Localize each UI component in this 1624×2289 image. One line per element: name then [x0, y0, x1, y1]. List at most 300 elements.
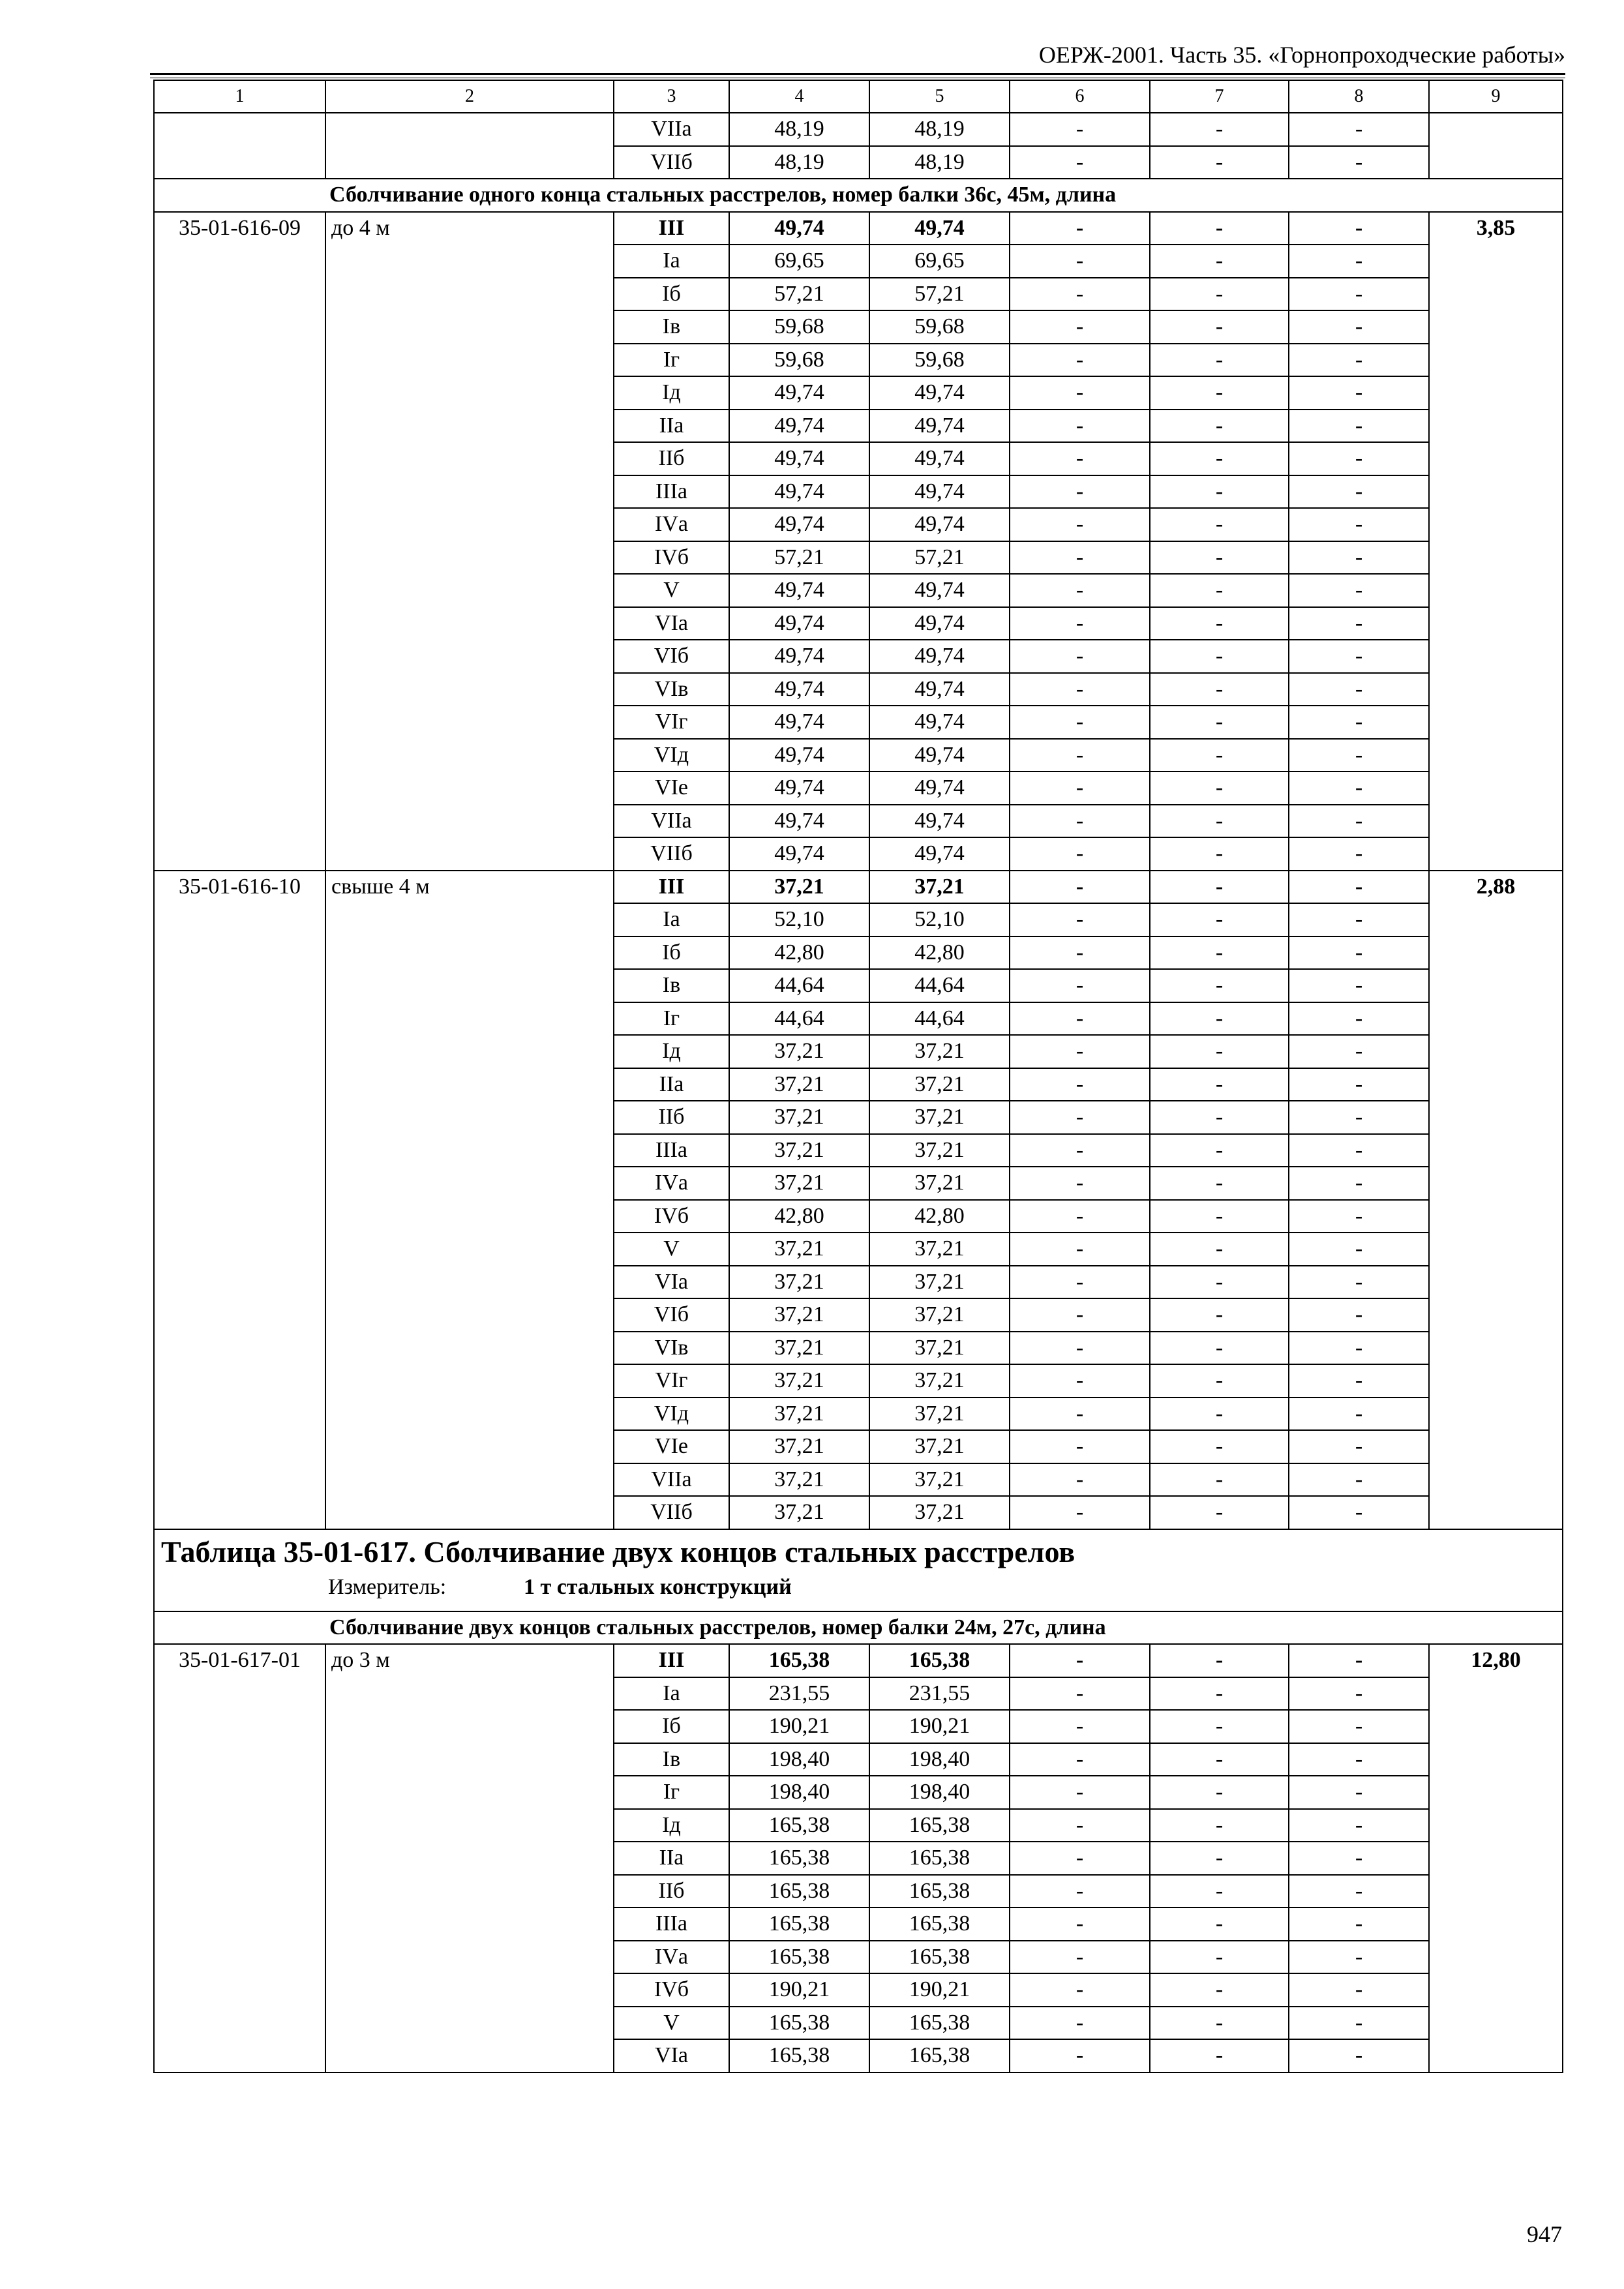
- machine-costs: -: [1010, 1298, 1150, 1332]
- direct-costs: 48,19: [729, 146, 869, 179]
- region-code: III: [614, 871, 729, 904]
- wages: 42,80: [869, 1200, 1010, 1233]
- wages: 49,74: [869, 640, 1010, 673]
- region-code: VIд: [614, 1398, 729, 1431]
- wages: 165,38: [869, 1908, 1010, 1941]
- region-code: VIе: [614, 1430, 729, 1463]
- machinist-wages: -: [1150, 1430, 1289, 1463]
- materials: -: [1289, 1842, 1429, 1875]
- wages: 37,21: [869, 1233, 1010, 1266]
- materials: -: [1289, 574, 1429, 607]
- machinist-wages: -: [1150, 1134, 1289, 1167]
- machine-costs: -: [1010, 2007, 1150, 2040]
- direct-costs: 37,21: [729, 871, 869, 904]
- wages: 37,21: [869, 1167, 1010, 1200]
- wages: 49,74: [869, 673, 1010, 706]
- materials: -: [1289, 969, 1429, 1002]
- machinist-wages: -: [1150, 2039, 1289, 2072]
- materials: -: [1289, 1941, 1429, 1974]
- machinist-wages: -: [1150, 1167, 1289, 1200]
- machine-costs: -: [1010, 1908, 1150, 1941]
- wages: 49,74: [869, 574, 1010, 607]
- wages: 42,80: [869, 936, 1010, 970]
- machine-costs: -: [1010, 1710, 1150, 1743]
- machine-costs: -: [1010, 410, 1150, 443]
- machinist-wages: -: [1150, 344, 1289, 377]
- region-code: VIв: [614, 1332, 729, 1365]
- machine-costs: -: [1010, 1002, 1150, 1036]
- materials: -: [1289, 1101, 1429, 1134]
- region-code: VIIа: [614, 1463, 729, 1497]
- direct-costs: 49,74: [729, 640, 869, 673]
- region-code: V: [614, 1233, 729, 1266]
- region-code: VIб: [614, 1298, 729, 1332]
- wages: 49,74: [869, 475, 1010, 509]
- header-rule: [150, 73, 1565, 75]
- machinist-wages: -: [1150, 640, 1289, 673]
- materials: -: [1289, 771, 1429, 805]
- machinist-wages: -: [1150, 541, 1289, 575]
- labor-cost: 12,80: [1429, 1644, 1563, 2072]
- labor-cost: 2,88: [1429, 871, 1563, 1529]
- direct-costs: 44,64: [729, 969, 869, 1002]
- direct-costs: 57,21: [729, 541, 869, 575]
- wages: 59,68: [869, 344, 1010, 377]
- page-number: 947: [1527, 2221, 1562, 2247]
- machinist-wages: -: [1150, 1941, 1289, 1974]
- machine-costs: -: [1010, 212, 1150, 245]
- direct-costs: 165,38: [729, 1842, 869, 1875]
- machine-costs: -: [1010, 1463, 1150, 1497]
- materials: -: [1289, 475, 1429, 509]
- direct-costs: 42,80: [729, 936, 869, 970]
- machinist-wages: -: [1150, 574, 1289, 607]
- wages: 37,21: [869, 1463, 1010, 1497]
- direct-costs: 37,21: [729, 1167, 869, 1200]
- machinist-wages: -: [1150, 1035, 1289, 1068]
- machine-costs: -: [1010, 673, 1150, 706]
- direct-costs: 198,40: [729, 1776, 869, 1809]
- machinist-wages: -: [1150, 1364, 1289, 1398]
- wages: 37,21: [869, 1298, 1010, 1332]
- wages: 165,38: [869, 2039, 1010, 2072]
- machine-costs: -: [1010, 1035, 1150, 1068]
- materials: -: [1289, 673, 1429, 706]
- wages: 49,74: [869, 805, 1010, 838]
- work-description: свыше 4 м: [325, 871, 614, 1529]
- section-row: [154, 179, 1563, 212]
- region-code: Iв: [614, 310, 729, 344]
- direct-costs: 37,21: [729, 1332, 869, 1365]
- wages: 231,55: [869, 1677, 1010, 1711]
- region-code: V: [614, 2007, 729, 2040]
- region-code: Iа: [614, 903, 729, 936]
- wages: 165,38: [869, 1644, 1010, 1677]
- machine-costs: -: [1010, 1809, 1150, 1842]
- column-number: 3: [614, 80, 729, 113]
- region-code: VIг: [614, 1364, 729, 1398]
- direct-costs: 165,38: [729, 1941, 869, 1974]
- direct-costs: 165,38: [729, 1644, 869, 1677]
- column-numbers-row: [154, 80, 1563, 113]
- measure-value: 1 т стальных конструкций: [524, 1574, 792, 1599]
- machinist-wages: -: [1150, 310, 1289, 344]
- machine-costs: -: [1010, 771, 1150, 805]
- wages: 37,21: [869, 1332, 1010, 1365]
- materials: -: [1289, 2039, 1429, 2072]
- machine-costs: -: [1010, 508, 1150, 541]
- region-code: Iа: [614, 1677, 729, 1711]
- region-code: VIIб: [614, 837, 729, 871]
- region-code: Iг: [614, 1002, 729, 1036]
- wages: 49,74: [869, 442, 1010, 475]
- materials: -: [1289, 1644, 1429, 1677]
- materials: -: [1289, 706, 1429, 739]
- machine-costs: -: [1010, 969, 1150, 1002]
- wages: 49,74: [869, 739, 1010, 772]
- region-code: VIе: [614, 771, 729, 805]
- direct-costs: 49,74: [729, 673, 869, 706]
- direct-costs: 231,55: [729, 1677, 869, 1711]
- direct-costs: 37,21: [729, 1430, 869, 1463]
- materials: -: [1289, 1710, 1429, 1743]
- machinist-wages: -: [1150, 1463, 1289, 1497]
- wages: 165,38: [869, 1809, 1010, 1842]
- materials: -: [1289, 1134, 1429, 1167]
- machinist-wages: -: [1150, 1809, 1289, 1842]
- wages: 52,10: [869, 903, 1010, 936]
- materials: -: [1289, 1430, 1429, 1463]
- machinist-wages: -: [1150, 1002, 1289, 1036]
- wages: 57,21: [869, 541, 1010, 575]
- wages: 37,21: [869, 1134, 1010, 1167]
- direct-costs: 198,40: [729, 1743, 869, 1776]
- direct-costs: 49,74: [729, 706, 869, 739]
- direct-costs: 37,21: [729, 1035, 869, 1068]
- machine-costs: -: [1010, 805, 1150, 838]
- column-number: 1: [154, 80, 325, 113]
- rates-table: [153, 80, 1563, 2073]
- direct-costs: 190,21: [729, 1973, 869, 2007]
- machinist-wages: -: [1150, 1398, 1289, 1431]
- direct-costs: 52,10: [729, 903, 869, 936]
- wages: 165,38: [869, 1941, 1010, 1974]
- materials: -: [1289, 212, 1429, 245]
- machine-costs: -: [1010, 376, 1150, 410]
- direct-costs: 165,38: [729, 2007, 869, 2040]
- machine-costs: -: [1010, 1875, 1150, 1908]
- machine-costs: -: [1010, 1200, 1150, 1233]
- wages: 37,21: [869, 1430, 1010, 1463]
- materials: -: [1289, 739, 1429, 772]
- table-title-row: [154, 1529, 1563, 1611]
- wages: 37,21: [869, 1101, 1010, 1134]
- machinist-wages: -: [1150, 1266, 1289, 1299]
- machine-costs: -: [1010, 344, 1150, 377]
- machinist-wages: -: [1150, 475, 1289, 509]
- region-code: Iа: [614, 245, 729, 278]
- machinist-wages: -: [1150, 969, 1289, 1002]
- materials: -: [1289, 1332, 1429, 1365]
- wages: 69,65: [869, 245, 1010, 278]
- machine-costs: -: [1010, 245, 1150, 278]
- region-code: III: [614, 212, 729, 245]
- wages: 198,40: [869, 1776, 1010, 1809]
- column-number: 2: [325, 80, 614, 113]
- machine-costs: -: [1010, 1743, 1150, 1776]
- machinist-wages: -: [1150, 1068, 1289, 1101]
- machine-costs: -: [1010, 936, 1150, 970]
- wages: 44,64: [869, 1002, 1010, 1036]
- machinist-wages: -: [1150, 805, 1289, 838]
- materials: -: [1289, 410, 1429, 443]
- region-code: Iб: [614, 278, 729, 311]
- materials: -: [1289, 1266, 1429, 1299]
- materials: -: [1289, 541, 1429, 575]
- materials: -: [1289, 1677, 1429, 1711]
- machine-costs: -: [1010, 1266, 1150, 1299]
- direct-costs: 49,74: [729, 771, 869, 805]
- machine-costs: -: [1010, 903, 1150, 936]
- machinist-wages: -: [1150, 278, 1289, 311]
- machine-costs: -: [1010, 1677, 1150, 1711]
- materials: -: [1289, 1908, 1429, 1941]
- labor-cost: 3,85: [1429, 212, 1563, 871]
- region-code: IVб: [614, 1973, 729, 2007]
- materials: -: [1289, 1809, 1429, 1842]
- direct-costs: 37,21: [729, 1233, 869, 1266]
- machine-costs: -: [1010, 1167, 1150, 1200]
- machinist-wages: -: [1150, 442, 1289, 475]
- region-code: VIа: [614, 2039, 729, 2072]
- direct-costs: 59,68: [729, 310, 869, 344]
- direct-costs: 57,21: [729, 278, 869, 311]
- region-code: IIа: [614, 410, 729, 443]
- region-code: Iд: [614, 376, 729, 410]
- machinist-wages: -: [1150, 1842, 1289, 1875]
- direct-costs: 49,74: [729, 805, 869, 838]
- materials: -: [1289, 1035, 1429, 1068]
- measure-line: [161, 1572, 1556, 1603]
- machine-costs: -: [1010, 278, 1150, 311]
- region-code: IVб: [614, 541, 729, 575]
- machine-costs: -: [1010, 1842, 1150, 1875]
- direct-costs: 44,64: [729, 1002, 869, 1036]
- materials: -: [1289, 871, 1429, 904]
- machinist-wages: -: [1150, 1298, 1289, 1332]
- region-code: IIб: [614, 1101, 729, 1134]
- machinist-wages: -: [1150, 1200, 1289, 1233]
- machinist-wages: -: [1150, 771, 1289, 805]
- materials: -: [1289, 1167, 1429, 1200]
- machinist-wages: -: [1150, 212, 1289, 245]
- table-row: [154, 1644, 1563, 1677]
- wages: 59,68: [869, 310, 1010, 344]
- region-code: IIа: [614, 1068, 729, 1101]
- direct-costs: 165,38: [729, 1809, 869, 1842]
- materials: -: [1289, 1743, 1429, 1776]
- machine-costs: -: [1010, 1134, 1150, 1167]
- region-code: IVа: [614, 1167, 729, 1200]
- direct-costs: 49,74: [729, 212, 869, 245]
- machinist-wages: -: [1150, 113, 1289, 146]
- column-number: 7: [1150, 80, 1289, 113]
- region-code: VIб: [614, 640, 729, 673]
- materials: -: [1289, 310, 1429, 344]
- materials: -: [1289, 837, 1429, 871]
- region-code: VIIб: [614, 1496, 729, 1529]
- machine-costs: -: [1010, 1973, 1150, 2007]
- measure-label: Измеритель:: [328, 1574, 447, 1599]
- machinist-wages: -: [1150, 1101, 1289, 1134]
- region-code: Iб: [614, 1710, 729, 1743]
- machine-costs: -: [1010, 1644, 1150, 1677]
- materials: -: [1289, 1364, 1429, 1398]
- direct-costs: 37,21: [729, 1266, 869, 1299]
- region-code: Iг: [614, 344, 729, 377]
- direct-costs: 48,19: [729, 113, 869, 146]
- table-row: [154, 871, 1563, 904]
- wages: 57,21: [869, 278, 1010, 311]
- direct-costs: 37,21: [729, 1068, 869, 1101]
- machine-costs: -: [1010, 1941, 1150, 1974]
- direct-costs: 49,74: [729, 574, 869, 607]
- machine-costs: -: [1010, 706, 1150, 739]
- wages: 49,74: [869, 771, 1010, 805]
- rate-code: 35-01-616-09: [154, 212, 325, 871]
- direct-costs: 49,74: [729, 508, 869, 541]
- column-number: 6: [1010, 80, 1150, 113]
- machinist-wages: -: [1150, 146, 1289, 179]
- table-title-cell: [154, 1529, 1563, 1611]
- direct-costs: 37,21: [729, 1101, 869, 1134]
- direct-costs: 49,74: [729, 442, 869, 475]
- materials: -: [1289, 1298, 1429, 1332]
- machine-costs: -: [1010, 607, 1150, 640]
- region-code: VIIа: [614, 805, 729, 838]
- materials: -: [1289, 1200, 1429, 1233]
- wages: 49,74: [869, 607, 1010, 640]
- region-code: IIIа: [614, 1908, 729, 1941]
- wages: 165,38: [869, 1875, 1010, 1908]
- machinist-wages: -: [1150, 2007, 1289, 2040]
- table-title: Таблица 35-01-617. Сболчивание двух концов стальных расстрелов: [161, 1534, 1075, 1568]
- region-code: Iд: [614, 1035, 729, 1068]
- machinist-wages: -: [1150, 410, 1289, 443]
- region-code: VIа: [614, 1266, 729, 1299]
- direct-costs: 165,38: [729, 2039, 869, 2072]
- machine-costs: -: [1010, 146, 1150, 179]
- machine-costs: -: [1010, 1364, 1150, 1398]
- labor-cost: [1429, 113, 1563, 179]
- table-row: [154, 113, 1563, 146]
- region-code: IVб: [614, 1200, 729, 1233]
- wages: 37,21: [869, 1398, 1010, 1431]
- page-header: ОЕРЖ-2001. Часть 35. «Горнопроходческие работы»: [1038, 42, 1565, 68]
- materials: -: [1289, 607, 1429, 640]
- direct-costs: 42,80: [729, 1200, 869, 1233]
- materials: -: [1289, 1776, 1429, 1809]
- region-code: Iв: [614, 1743, 729, 1776]
- machinist-wages: -: [1150, 837, 1289, 871]
- rate-code: 35-01-616-10: [154, 871, 325, 1529]
- wages: 49,74: [869, 212, 1010, 245]
- machinist-wages: -: [1150, 1973, 1289, 2007]
- column-number: 8: [1289, 80, 1429, 113]
- machine-costs: -: [1010, 442, 1150, 475]
- wages: 49,74: [869, 376, 1010, 410]
- machine-costs: -: [1010, 1068, 1150, 1101]
- column-number: 5: [869, 80, 1010, 113]
- machine-costs: -: [1010, 640, 1150, 673]
- materials: -: [1289, 442, 1429, 475]
- machinist-wages: -: [1150, 1332, 1289, 1365]
- materials: -: [1289, 936, 1429, 970]
- direct-costs: 49,74: [729, 410, 869, 443]
- section-heading: Сболчивание одного конца стальных расстрелов, номер балки 36с, 45м, длина: [154, 179, 1563, 212]
- wages: 165,38: [869, 2007, 1010, 2040]
- region-code: IIб: [614, 442, 729, 475]
- machinist-wages: -: [1150, 1644, 1289, 1677]
- machinist-wages: -: [1150, 1776, 1289, 1809]
- machinist-wages: -: [1150, 1743, 1289, 1776]
- materials: -: [1289, 1973, 1429, 2007]
- materials: -: [1289, 903, 1429, 936]
- region-code: IIа: [614, 1842, 729, 1875]
- wages: 49,74: [869, 410, 1010, 443]
- materials: -: [1289, 278, 1429, 311]
- wages: 37,21: [869, 1364, 1010, 1398]
- direct-costs: 37,21: [729, 1364, 869, 1398]
- region-code: VIIа: [614, 113, 729, 146]
- region-code: VIа: [614, 607, 729, 640]
- wages: 44,64: [869, 969, 1010, 1002]
- wages: 37,21: [869, 1266, 1010, 1299]
- machinist-wages: -: [1150, 871, 1289, 904]
- machine-costs: -: [1010, 1398, 1150, 1431]
- direct-costs: 59,68: [729, 344, 869, 377]
- region-code: Iв: [614, 969, 729, 1002]
- machine-costs: -: [1010, 541, 1150, 575]
- direct-costs: 37,21: [729, 1398, 869, 1431]
- materials: -: [1289, 1496, 1429, 1529]
- machine-costs: -: [1010, 1233, 1150, 1266]
- machinist-wages: -: [1150, 245, 1289, 278]
- machinist-wages: -: [1150, 706, 1289, 739]
- machine-costs: -: [1010, 837, 1150, 871]
- direct-costs: 37,21: [729, 1463, 869, 1497]
- materials: -: [1289, 1068, 1429, 1101]
- machinist-wages: -: [1150, 1496, 1289, 1529]
- machinist-wages: -: [1150, 1875, 1289, 1908]
- machinist-wages: -: [1150, 508, 1289, 541]
- materials: -: [1289, 113, 1429, 146]
- wages: 190,21: [869, 1973, 1010, 2007]
- machine-costs: -: [1010, 2039, 1150, 2072]
- materials: -: [1289, 344, 1429, 377]
- region-code: IIIа: [614, 1134, 729, 1167]
- table-body: [154, 80, 1563, 2072]
- direct-costs: 190,21: [729, 1710, 869, 1743]
- wages: 49,74: [869, 837, 1010, 871]
- wages: 190,21: [869, 1710, 1010, 1743]
- column-number: 4: [729, 80, 869, 113]
- region-code: VIв: [614, 673, 729, 706]
- wages: 48,19: [869, 146, 1010, 179]
- work-description: до 3 м: [325, 1644, 614, 2072]
- direct-costs: 49,74: [729, 376, 869, 410]
- materials: -: [1289, 376, 1429, 410]
